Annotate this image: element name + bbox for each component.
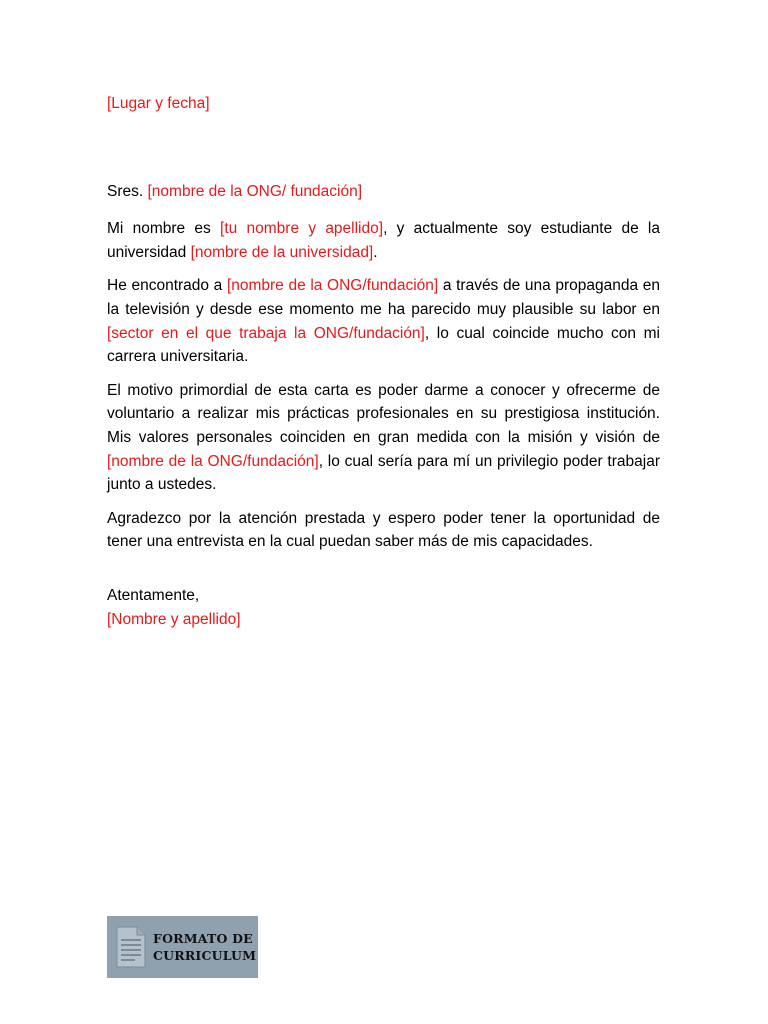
logo-line-1: FORMATO DE [153,931,253,946]
p3-text-a: El motivo primordial de esta carta es poder darme a conocer y ofrecerme de voluntario a realizar mis prácticas profesionales en su prestigiosa institución. Mis valores personales coinciden en gran medida con la misión y visión de [107,381,660,446]
p2-text-b: a través de una propaganda en la televisión y desde ese momento me ha parecido muy plausible su labor en [107,277,660,318]
signature-placeholder: [Nombre y apellido] [107,610,241,628]
p1-name-placeholder: [tu nombre y apellido] [220,220,384,238]
paragraph-thanks: Agradezco por la atención prestada y espero poder tener la oportunidad de tener una entrevista en la cual puedan saber más de mis capacidades. [107,509,660,551]
place-date: [Lugar y fecha] [107,95,210,112]
letter-body [107,92,660,631]
p3-text-b: , lo cual sería para mí un privilegio poder trabajar junto a ustedes. [107,452,660,494]
p1-text-a: Mi nombre es [107,220,221,238]
p1-text-c: . [373,243,378,261]
salutation [107,180,660,204]
logo-line-2: CURRICULUM [153,948,257,963]
paragraph-discovery [107,274,660,368]
p3-ong-placeholder: [nombre de la ONG/fundación] [107,452,319,470]
formato-curriculum-logo [107,916,258,978]
closing: Atentamente, [107,586,200,604]
p2-ong-placeholder: [nombre de la ONG/fundación] [226,277,439,295]
p2-sector-placeholder: [sector en el que trabaja la ONG/fundación] [107,324,425,342]
document-icon [111,923,151,971]
paragraph-motive [107,379,660,497]
p1-university-placeholder: [nombre de la universidad] [190,243,374,261]
logo-text [153,930,256,964]
salutation-ong: [nombre de la ONG/ fundación] [147,182,363,200]
paragraph-intro [107,217,660,264]
salutation-prefix: Sres. [107,182,148,200]
p1-text-b: , y actualmente soy estudiante de la universidad [107,220,660,261]
p2-text-c: , lo cual coincide mucho con mi carrera universitaria. [107,324,660,366]
p2-text-a: He encontrado a [107,277,227,295]
